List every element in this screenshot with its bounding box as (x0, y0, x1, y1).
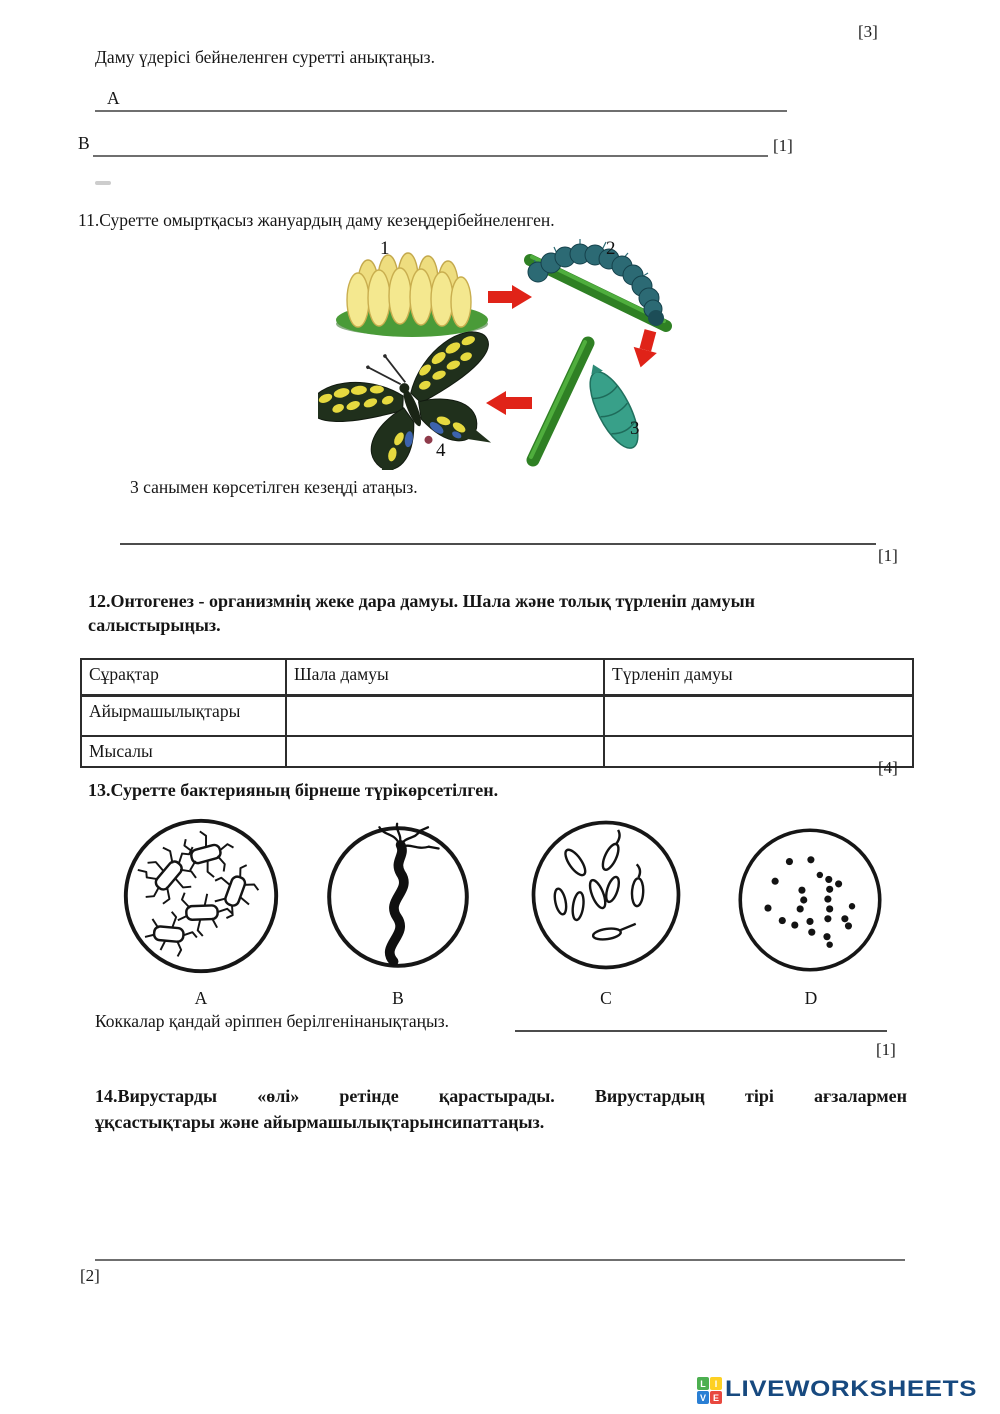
question-11-title: 11.Суретте омыртқасыз жануардың даму кезеңдерібейнеленген. (78, 210, 555, 230)
liveworksheets-logo[interactable] (697, 1374, 978, 1404)
figure-label-4: 4 (436, 440, 446, 461)
butterfly-illustration (318, 316, 524, 470)
comparison-table (80, 658, 914, 768)
points-badge-q14: [2] (80, 1266, 100, 1285)
question-14-title-line2: ұқсастықтары және айырмашылықтарынсипаттаңыз. (95, 1112, 545, 1132)
liveworksheets-logo-text: LIVEWORKSHEETS (725, 1376, 978, 1401)
intro-prompt: Даму үдерісі бейнеленген суретті анықтаңыз. (95, 47, 435, 67)
table-header-complete: Түрленіп дамуы (604, 659, 913, 696)
table-row-differences-label: Айырмашылықтары (81, 696, 286, 737)
blank-a-label: А (107, 88, 120, 108)
question-14-title-line1: 14.Вирустарды «өлі» ретінде қарастырады. Вирустардың тірі ағзалармен (95, 1086, 907, 1106)
question-12-title-line1: 12.Онтогенез - организмнің жеке дара дамуы. Шала және толық түрленіп дамуын (88, 591, 755, 611)
table-cell-differences-complete[interactable] (604, 696, 913, 737)
table-row-example-label: Мысалы (81, 736, 286, 767)
logo-square-v: V (697, 1391, 709, 1404)
answer-blank-b[interactable] (93, 133, 768, 157)
eggs-on-leaf-illustration (336, 253, 488, 337)
answer-line-q13[interactable] (515, 1008, 887, 1032)
answer-line-q14[interactable] (95, 1237, 905, 1261)
pupa-illustration (531, 342, 647, 460)
arrow-left-icon (486, 391, 532, 415)
arrow-right-icon (488, 285, 532, 309)
question-11-subprompt: 3 санымен көрсетілген кезеңді атаңыз. (130, 477, 418, 497)
butterfly-lifecycle-figure (318, 238, 682, 470)
arrow-down-icon (629, 328, 662, 371)
table-cell-differences-incomplete[interactable] (286, 696, 604, 737)
points-badge-q11: [1] (878, 546, 898, 565)
points-badge-ab: [1] (773, 136, 793, 155)
logo-square-i: I (710, 1377, 722, 1390)
question-13-title: 13.Суретте бактерияның бірнеше түрікөрсетілген. (88, 780, 499, 800)
logo-square-l: L (697, 1377, 709, 1390)
logo-square-e: E (710, 1391, 722, 1404)
table-header-incomplete: Шала дамуы (286, 659, 604, 696)
bacteria-circle-c (527, 816, 685, 974)
points-badge-top: [3] (858, 22, 878, 41)
circle-label-a: A (194, 988, 208, 1008)
bacteria-circle-d (734, 824, 886, 976)
figure-label-3: 3 (630, 418, 640, 439)
points-badge-q12: [4] (878, 758, 898, 777)
table-header-questions: Сұрақтар (81, 659, 286, 696)
bacteria-circle-a (118, 813, 284, 979)
question-13-prompt: Коккалар қандай әріппен берілгенінанықтаңыз. (95, 1011, 450, 1031)
bacteria-circle-b (323, 822, 473, 972)
answer-blank-a[interactable] (95, 88, 787, 112)
question-12-title-line2: салыстырыңыз. (88, 615, 221, 635)
caterpillar-illustration (528, 239, 666, 326)
scan-smudge (95, 181, 111, 185)
blank-b-label: В (78, 133, 90, 153)
circle-label-d: D (804, 988, 818, 1008)
figure-label-1: 1 (380, 238, 390, 259)
table-cell-example-complete[interactable] (604, 736, 913, 767)
figure-label-2: 2 (606, 238, 616, 259)
liveworksheets-logo-grid-icon (697, 1377, 722, 1404)
table-cell-example-incomplete[interactable] (286, 736, 604, 767)
points-badge-q13: [1] (876, 1040, 896, 1059)
answer-line-q11[interactable] (120, 521, 876, 545)
circle-label-c: C (600, 988, 612, 1008)
circle-label-b: B (392, 988, 404, 1008)
